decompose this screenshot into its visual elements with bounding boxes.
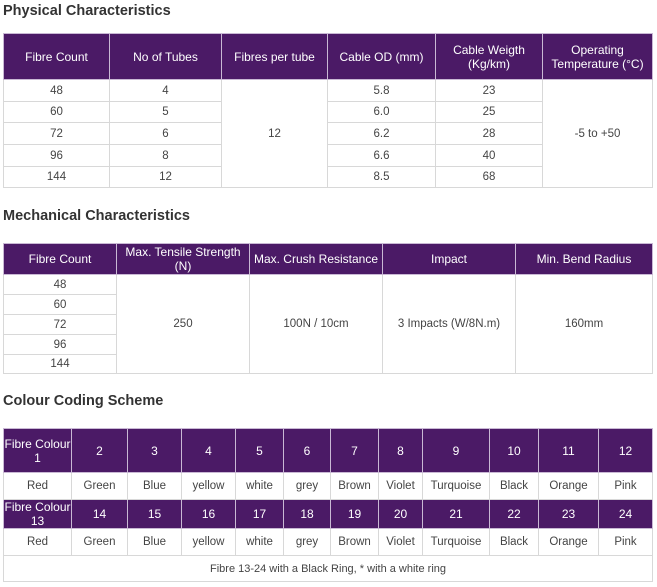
fibre-count-cell: 48 — [4, 275, 117, 295]
tensile-strength-cell: 250 — [117, 275, 250, 374]
colour-name-cell: Blue — [128, 473, 182, 500]
header-cable-weight: Cable Weigth (Kg/km) — [436, 34, 543, 80]
header-fibre-colour-13: Fibre Colour 13 — [4, 500, 71, 528]
header-fibre-count: Fibre Count — [4, 244, 117, 275]
header-cable-od: Cable OD (mm) — [328, 34, 436, 80]
colour-coding-title: Colour Coding Scheme — [3, 393, 164, 409]
fibre-number: 11 — [539, 429, 599, 473]
header-tensile-strength: Max. Tensile Strength (N) — [117, 244, 250, 275]
fibre-count-cell: 72 — [4, 123, 110, 145]
fibre-count-cell: 60 — [4, 295, 117, 315]
colour-name-cell: Black — [490, 529, 539, 556]
colour-name-cell: Brown — [331, 529, 379, 556]
colour-name-cell: yellow — [182, 473, 236, 500]
colour-name-row-2 — [4, 529, 653, 556]
colour-coding-table — [3, 428, 653, 582]
header-fibres-per-tube: Fibres per tube — [222, 34, 328, 80]
mechanical-characteristics-title: Mechanical Characteristics — [3, 208, 190, 224]
cable-weight-cell: 68 — [436, 167, 543, 188]
fibre-count-cell: 48 — [4, 80, 110, 102]
header-bend-radius: Min. Bend Radius — [516, 244, 653, 275]
cable-od-cell: 8.5 — [328, 167, 436, 188]
fibre-number: 10 — [490, 429, 539, 473]
operating-temperature-cell: -5 to +50 — [543, 80, 653, 188]
cable-weight-cell: 23 — [436, 80, 543, 102]
fibre-number: 24 — [599, 500, 653, 529]
header-fibre-colour-1: Fibre Colour 1 — [4, 429, 72, 473]
colour-name-cell: Orange — [539, 529, 599, 556]
fibre-number: 4 — [182, 429, 236, 473]
fibre-number: 3 — [128, 429, 182, 473]
fibre-number: 6 — [284, 429, 331, 473]
tubes-cell: 5 — [110, 102, 222, 123]
fibre-count-cell: 144 — [4, 167, 110, 188]
table-row — [4, 275, 653, 295]
colour-name-cell: Red — [4, 529, 72, 556]
fibre-number: 19 — [331, 500, 379, 529]
fibre-number: 21 — [423, 500, 490, 529]
fibre-number: 18 — [284, 500, 331, 529]
colour-name-cell: white — [236, 529, 284, 556]
fibre-number: 20 — [379, 500, 423, 529]
colour-name-cell: Turquoise — [423, 473, 490, 500]
mechanical-table — [3, 243, 653, 374]
impact-cell: 3 Impacts (W/8N.m) — [383, 275, 516, 374]
tubes-cell: 12 — [110, 167, 222, 188]
header-crush-resistance: Max. Crush Resistance — [250, 244, 383, 275]
tubes-cell: 6 — [110, 123, 222, 145]
header-impact: Impact — [383, 244, 516, 275]
crush-resistance-cell: 100N / 10cm — [250, 275, 383, 374]
cable-od-cell: 6.6 — [328, 145, 436, 167]
fibre-number: 2 — [72, 429, 128, 473]
colour-name-row-1 — [4, 473, 653, 500]
cable-weight-cell: 40 — [436, 145, 543, 167]
cable-od-cell: 6.0 — [328, 102, 436, 123]
colour-name-cell: white — [236, 473, 284, 500]
cable-weight-cell: 25 — [436, 102, 543, 123]
colour-name-cell: Blue — [128, 529, 182, 556]
fibre-number: 5 — [236, 429, 284, 473]
fibre-number: 7 — [331, 429, 379, 473]
tubes-cell: 8 — [110, 145, 222, 167]
colour-name-cell: Pink — [599, 529, 653, 556]
cable-od-cell: 5.8 — [328, 80, 436, 102]
colour-name-cell: Green — [72, 473, 128, 500]
colour-name-cell: Brown — [331, 473, 379, 500]
colour-name-cell: Black — [490, 473, 539, 500]
mechanical-header-row — [4, 244, 653, 275]
fibres-per-tube-cell: 12 — [222, 80, 328, 188]
colour-name-cell: grey — [284, 529, 331, 556]
cable-weight-cell: 28 — [436, 123, 543, 145]
note-row — [4, 556, 653, 582]
header-no-of-tubes: No of Tubes — [110, 34, 222, 80]
colour-name-cell: Green — [72, 529, 128, 556]
colour-coding-note: Fibre 13-24 with a Black Ring, * with a white ring — [4, 556, 653, 582]
fibre-number-row-1 — [4, 429, 653, 473]
fibre-number: 12 — [599, 429, 653, 473]
fibre-number: 16 — [182, 500, 236, 529]
fibre-count-cell: 96 — [4, 335, 117, 355]
fibre-count-cell: 96 — [4, 145, 110, 167]
colour-name-cell: Orange — [539, 473, 599, 500]
fibre-number-row-2 — [4, 500, 653, 529]
fibre-number: 22 — [490, 500, 539, 529]
cable-od-cell: 6.2 — [328, 123, 436, 145]
colour-name-cell: Violet — [379, 473, 423, 500]
fibre-count-cell: 60 — [4, 102, 110, 123]
colour-name-cell: Pink — [599, 473, 653, 500]
fibre-count-cell: 144 — [4, 355, 117, 374]
bend-radius-cell: 160mm — [516, 275, 653, 374]
physical-table — [3, 33, 653, 188]
physical-header-row — [4, 34, 653, 80]
tubes-cell: 4 — [110, 80, 222, 102]
fibre-number: 9 — [423, 429, 490, 473]
table-row — [4, 80, 653, 102]
fibre-number: 15 — [128, 500, 182, 529]
colour-name-cell: yellow — [182, 529, 236, 556]
fibre-count-cell: 72 — [4, 315, 117, 335]
fibre-number: 8 — [379, 429, 423, 473]
colour-name-cell: Red — [4, 473, 72, 500]
colour-name-cell: grey — [284, 473, 331, 500]
colour-name-cell: Turquoise — [423, 529, 490, 556]
colour-name-cell: Violet — [379, 529, 423, 556]
header-operating-temperature: Operating Temperature (°C) — [543, 34, 653, 80]
fibre-number: 23 — [539, 500, 599, 529]
fibre-number: 14 — [72, 500, 128, 529]
physical-characteristics-title: Physical Characteristics — [3, 3, 171, 19]
fibre-number: 17 — [236, 500, 284, 529]
header-fibre-count: Fibre Count — [4, 34, 110, 80]
